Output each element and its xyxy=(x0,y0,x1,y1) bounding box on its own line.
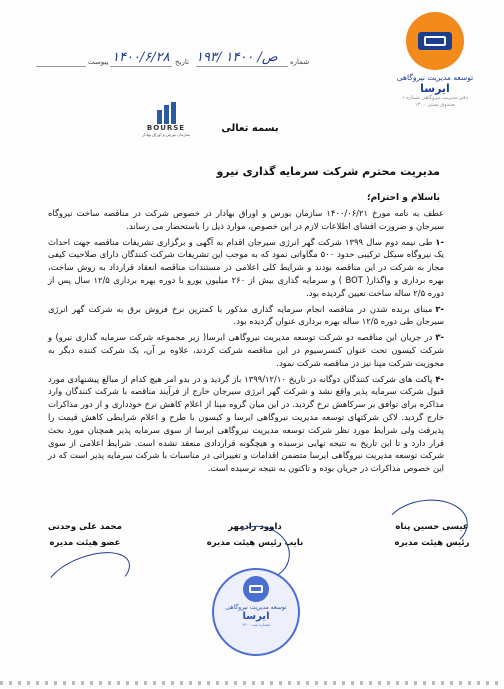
basmala: بسمه تعالی xyxy=(221,123,279,134)
signature-name-member: محمد علی وحدتی xyxy=(48,522,122,532)
signature-title-member: عضو هیئت مدیره xyxy=(49,538,121,548)
item-number: -۳ xyxy=(435,332,444,343)
logo-sub-line1: دفتر مدیریت نیروگاهی شماره ۱ xyxy=(401,95,469,101)
attachment-line xyxy=(36,66,86,67)
list-item xyxy=(48,303,444,329)
number-line xyxy=(196,66,288,67)
bourse-sub: سازمان بورس و اوراق بهادار xyxy=(141,132,190,137)
logo-company-line: توسعه مدیریت نیروگاهی xyxy=(396,73,474,82)
signature-title-vice-chairman: نایب رئیس هیئت مدیره xyxy=(206,538,304,548)
list-item xyxy=(48,236,444,300)
bourse-icon xyxy=(155,102,177,124)
footer-divider xyxy=(0,681,504,685)
stamp-line2: ایرسا xyxy=(242,611,270,622)
list-item xyxy=(48,331,444,369)
bourse-name: BOURSE xyxy=(146,124,186,132)
item-text: طی نیمه دوم سال ۱۳۹۹ شرکت گهر انرژی سیرجان اقدام به آگهی و برگزاری تشریفات مناقصه جهت احداث یک نیروگاه سیکل ترکیبی حدود ۵۰۰ مگاواتی نمود که به موجب این تشریفات شرکت کنندگان دارای صلاحیت کیفی مجاز به شرکت در این مناقصه بودند و شرایط کلی اعلامی در مستندات مناقصه انعقاد قرارداد به روش ساخت، بهره برداری و واگذار( BOT ) و سرمایه گذاری بیش از ۲۶۰ میلیون یورو با دوره بهره برداری ۱۲/۵ سال پس از دوره ۲/۵ ساله ساخت تعیین گردیده بود. xyxy=(48,236,445,298)
number-label: شماره xyxy=(290,58,310,66)
signature-scribble-chairman xyxy=(381,494,472,559)
logo-sub-line2: صندوق پستی ۱۴۰۰ xyxy=(414,102,456,108)
date-label: تاریخ xyxy=(175,58,189,66)
number-value: ۱۹۳/ ۱۴۰۰ /ص xyxy=(196,50,278,65)
intro-paragraph: عطف به نامه مورخ ۱۴۰۰/۰۶/۲۱ سازمان بورس و اوراق بهادار در خصوص شرکت در مناقصه ساخت نیروگاه سیرجان و ضرورت افشای اطلاعات لازم در این خصوص، موارد ذیل را باستحضار می رساند. xyxy=(48,208,444,231)
company-stamp xyxy=(212,568,300,656)
attachment-label: پیوست xyxy=(88,58,109,66)
signature-name-chairman: عیسی حسین پناه xyxy=(395,522,469,532)
signature-title-chairman: رئیس هیئت مدیره xyxy=(394,538,470,548)
irsa-logo-icon xyxy=(406,12,464,70)
stamp-logo-icon xyxy=(243,576,269,602)
recipient: مدیریت محترم شرکت سرمایه گذاری نیرو xyxy=(216,165,440,178)
signature-name-vice-chairman: داوود رادمهر xyxy=(228,522,282,532)
item-number: -۴ xyxy=(435,373,444,384)
item-text: پاکت های شرکت کنندگان دوگانه در تاریخ ۱۳۹۹/۱۲/۱۰ باز گردید و در بدو امر هیچ کدام از مبالغ پیشنهادی مورد قبول شرکت سرمایه پذیر واقع نشد و شرکت گهر انرژی سیرجان خارج از فرآیند مناقصه با شرکت کنندگان وارد مذاکره برای توافق بر سرکاهش نرخ گردید. در این میان گروه مپنا از اعلام کاهش نرخ خودداری و از دور مذاکرات خارج گردید. لاکن شرکتهای توسعه مدیریت نیروگاهی ایرسا و کیسون با طرح و اعلام شرایطی کاهش قیمت را پذیرفت ولی شرایط مورد نظر شرکت توسعه مدیریت نیروگاهی ایرسا از سوی سرمایه پذیر همچنان مورد بحث قرار دارد و تا این تاریخ به نتیجه نهایی نرسیده و هیچگونه قراردادی منعقد نشده است. شرایط اعلامی از سوی شرکت توسعه مدیریت نیروگاهی ایرسا متضمن اقدامات و تغییراتی در مناسبات با شرکت سرمایه پذیر است که در این خصوص مذاکرات در جریان بوده و تاکنون به نتیجه نرسیده است. xyxy=(48,373,444,474)
letter-body xyxy=(48,207,444,478)
stamp-line1: توسعه مدیریت نیروگاهی xyxy=(225,604,287,611)
date-line xyxy=(110,66,172,67)
stamp-line3: ۱۴۰۰ شماره ثبت xyxy=(241,622,271,627)
item-number: -۱ xyxy=(435,236,444,247)
company-logo xyxy=(394,10,476,122)
date-value: ۱۴۰۰/۶/۲۸ xyxy=(112,50,170,65)
greeting: باسلام و احترام؛ xyxy=(366,193,440,203)
logo-company-name: ایرسا xyxy=(420,82,450,95)
item-number: -۲ xyxy=(435,303,444,314)
list-item xyxy=(48,373,444,475)
signature-scribble-member xyxy=(39,542,136,612)
item-text: مبنای برنده شدن در مناقصه انجام سرمایه گذاری مذکور با کمترین نرخ فروش برق به شرکت گهر انرژی سیرجان طی دوره ۱۲/۵ ساله بهره برداری عنوان گردیده بود. xyxy=(48,303,444,327)
item-text: در جریان این مناقصه دو شرکت توسعه مدیریت نیروگاهی ایرسا( زیر مجموعه شرکت سرمایه گذاری نیرو) و شرکت کیسون تحت عنوان کنسرسیوم در این مناقصه شرکت کردند، علاوه بر آن، یک شرکت کننده دیگر به محوریت شرکت مپنا نیز در مناقصه شرکت نمود. xyxy=(48,332,444,368)
bourse-logo xyxy=(137,102,195,150)
